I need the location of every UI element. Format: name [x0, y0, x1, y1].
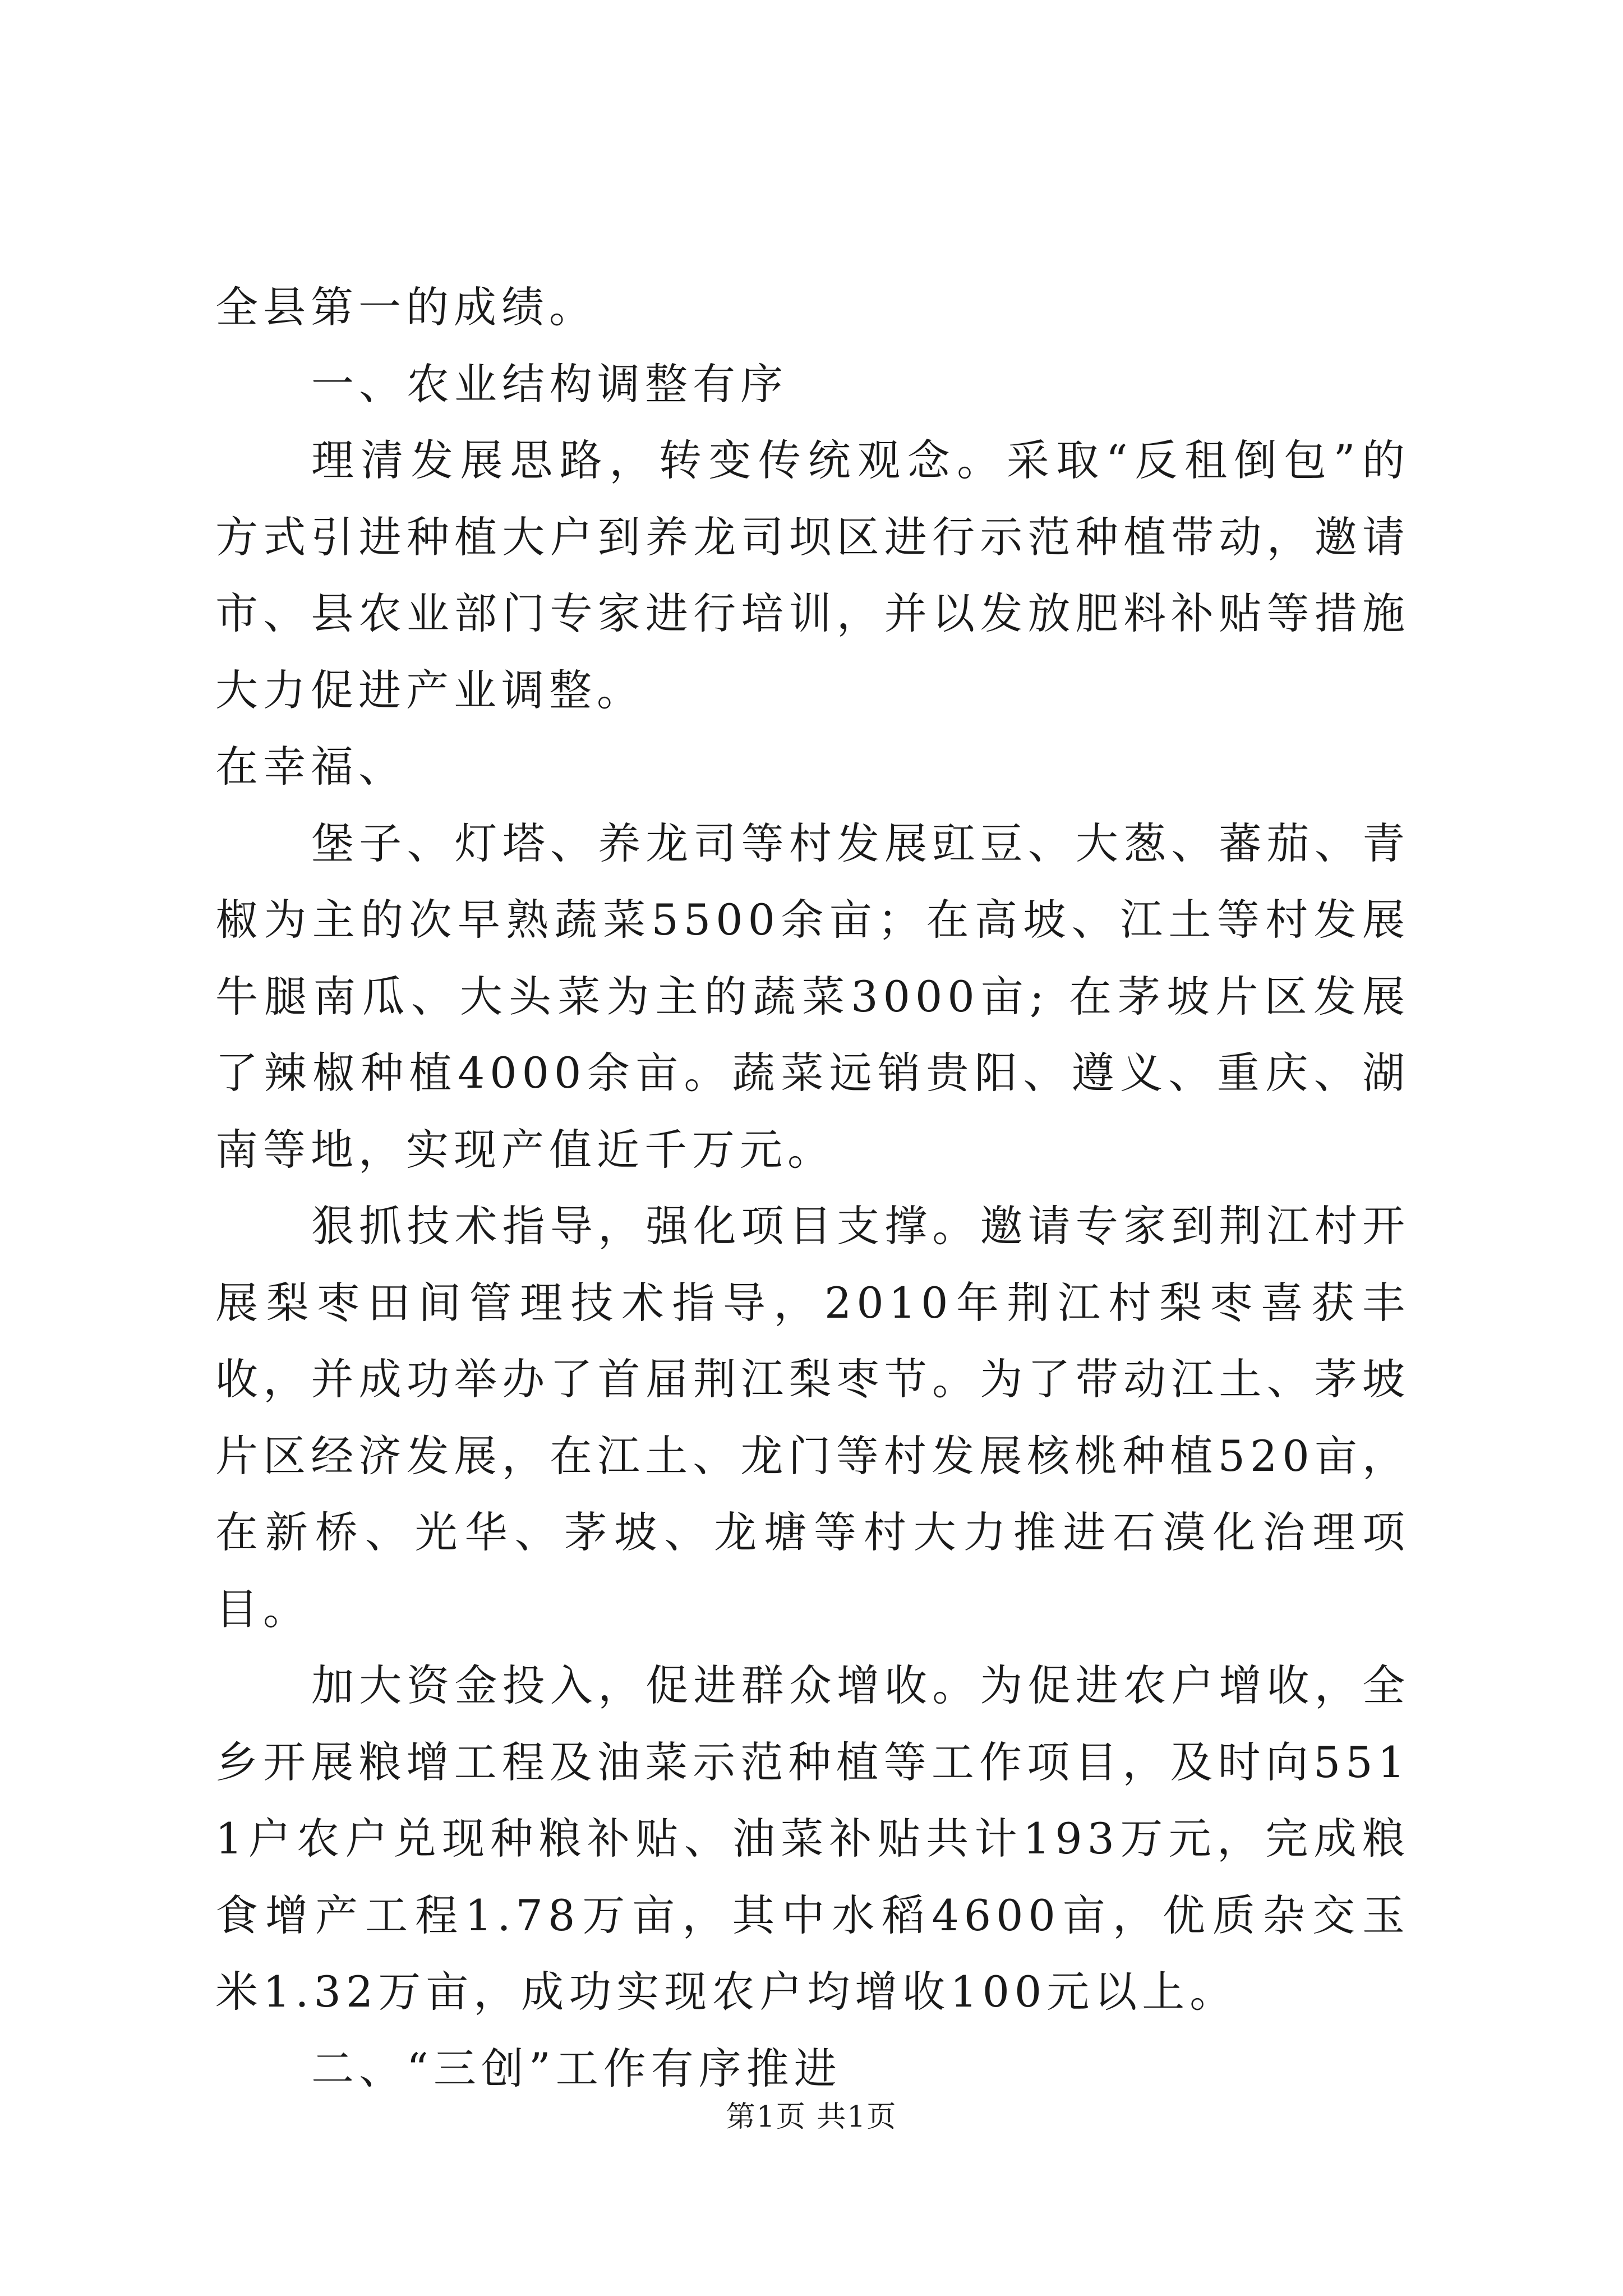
document-body — [215, 269, 1410, 2107]
paragraph-4: 堡子、灯塔、养龙司等村发展豇豆、大葱、蕃茄、青椒为主的次早熟蔬菜5500余亩；在高坡、江土等村发展牛腿南瓜、大头菜为主的蔬菜3000亩; 在茅坡片区发展了辣椒种植4000余亩。蔬菜远销贵阳、遵义、重庆、湖南等地，实现产值近千万元。 — [215, 818, 1410, 1175]
paragraph-5: 狠抓技术指导，强化项目支撑。邀请专家到荆江村开展梨枣田间管理技术指导，2010年荆江村梨枣喜获丰收，并成功举办了首届荆江梨枣节。为了带动江土、茅坡片区经济发展，在江土、龙门等村发展核桃种植520亩，在新桥、光华、茅坡、龙塘等村大力推进石漠化治理项目。 — [215, 1201, 1410, 1634]
section-heading-1: 一、农业结构调整有序 — [311, 358, 788, 409]
page-footer: 第1页 共1页 — [726, 2100, 897, 2134]
paragraph-1: 全县第一的成绩。 — [215, 282, 597, 332]
section-heading-2: 二、“三创”工作有序推进 — [311, 2043, 842, 2093]
paragraph-6: 加大资金投入，促进群众增收。为促进农户增收，全乡开展粮增工程及油菜示范种植等工作项目，及时向5511户农户兑现种粮补贴、油菜补贴共计193万元，完成粮食增产工程1.78万亩，其中水稻4600亩，优质杂交玉米1.32万亩，成功实现农户均增收100元以上。 — [215, 1660, 1410, 2017]
paragraph-3: 在幸福、 — [215, 742, 406, 792]
paragraph-2: 理清发展思路，转变传统观念。采取“反租倒包”的方式引进种植大户到养龙司坝区进行示范种植带动，邀请市、县农业部门专家进行培训，并以发放肥料补贴等措施大力促进产业调整。 — [215, 435, 1410, 715]
